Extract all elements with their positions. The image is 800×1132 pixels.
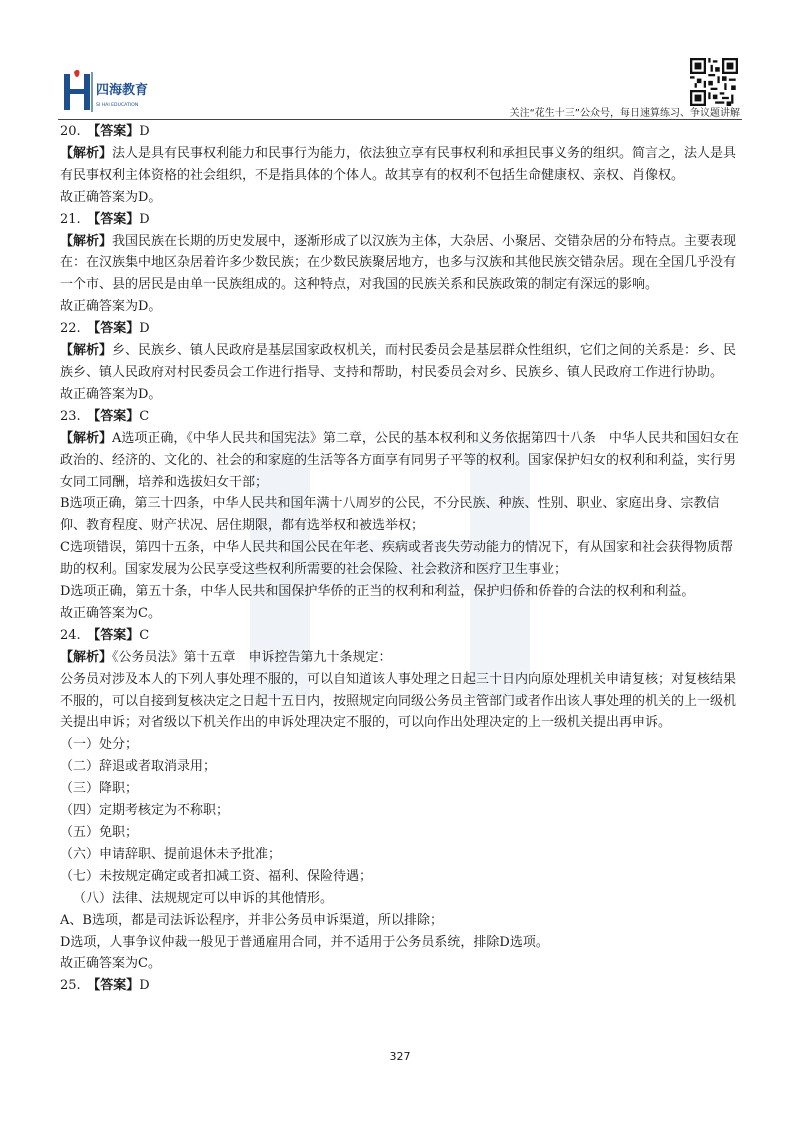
- answer-line: [60, 625, 742, 647]
- explanation-text: 我国民族在长期的历史发展中，逐渐形成了以汉族为主体，大杂居、小聚居、交错杂居的分布特点。主要表现在：在汉族集中地区杂居着许多少数民族；在少数民族聚居地方，也多与汉族和其他民族交错杂居。现在全国几乎没有一个市、县的居民是由单一民族组成的。这种特点，对我国的民族关系和民族政策的制定有深远的影响。: [60, 233, 737, 293]
- answer-line: [60, 318, 742, 340]
- answer-label: 【答案】: [93, 211, 140, 227]
- text-paragraph: （七）未按规定确定或者扣减工资、福利、保险待遇；: [60, 868, 373, 884]
- text-paragraph: （一）处分；: [60, 737, 139, 753]
- answer-label: 【答案】: [93, 408, 140, 424]
- answer-line: [60, 406, 742, 428]
- text-paragraph: C选项错误，第四十五条，中华人民共和国公民在年老、疾病或者丧失劳动能力的情况下，有从国家和社会获得物质帮助的权利。国家发展为公民享受这些权利所需要的社会保险、社会救济和医疗卫生事业；: [60, 540, 733, 578]
- text-paragraph: 故正确答案为C。: [60, 605, 161, 621]
- header-divider: [58, 119, 742, 120]
- answer-value: C: [139, 408, 150, 424]
- text-paragraph: 故正确答案为D。: [60, 386, 162, 402]
- explanation-text: 法人是具有民事权利能力和民事行为能力，依法独立享有民事权利和承担民事义务的组织。简言之，法人是具有民事权利主体资格的社会组织，不是指具体的个体人。故其享有的权利不包括生命健康权、亲权、肖像权。: [60, 145, 737, 183]
- text-paragraph: D选项正确，第五十条，中华人民共和国保护华侨的正当的权利和利益，保护归侨和侨眷的合法的权利和利益。: [60, 584, 695, 600]
- answer-value: D: [139, 211, 150, 227]
- explanation-paragraph: [60, 647, 742, 669]
- logo-cn-text: 四海教育: [96, 83, 149, 98]
- explanation-text: 乡、民族乡、镇人民政府是基层国家政权机关，而村民委员会是基层群众性组织，它们之间的关系是：乡、民族乡、镇人民政府对村民委员会工作进行指导、支持和帮助，村民委员会对乡、民族乡、镇人民政府工作进行协助。: [60, 343, 737, 380]
- answer-line: [60, 975, 742, 997]
- text-paragraph: B选项正确，第三十四条，中华人民共和国年满十八周岁的公民，不分民族、种族、性别、职业、家庭出身、宗教信仰、教育程度、财产状况、居住期限，都有选举权和被选举权；: [60, 496, 720, 534]
- answer-label: 【答案】: [93, 321, 140, 337]
- text-paragraph: （五）免职；: [60, 825, 139, 840]
- question-number: 22.: [60, 321, 81, 337]
- text-paragraph: （六）申请辞职、提前退休未予批准；: [60, 846, 282, 862]
- sihai-logo: [62, 68, 174, 116]
- text-paragraph: （三）降职；: [60, 781, 139, 797]
- document-body: [60, 121, 742, 997]
- text-paragraph: 公务员对涉及本人的下列人事处理不服的，可以自知道该人事处理之日起三十日内向原处理机关申请复核；对复核结果不服的，可以自接到复核决定之日起十五日内，按照规定向同级公务员主管部门或者作出该人事处理的机关的上一级机关提出申诉；对省级以下机关作出的申诉处理决定不服的，可以向作出处理决定的上一级机关提出再申诉。: [60, 671, 737, 731]
- text-paragraph: A、B选项，都是司法诉讼程序，并非公务员申诉渠道，所以排除；: [60, 912, 443, 928]
- text-paragraph: （四）定期考核定为不称职；: [60, 803, 230, 819]
- explanation-text: 《公务员法》第十五章 申诉控告第九十条规定：: [112, 649, 392, 665]
- text-paragraph: D选项，人事争议仲裁一般见于普通雇用合同，并不适用于公务员系统，排除D选项。: [60, 934, 549, 950]
- text-paragraph: 故正确答案为D。: [60, 299, 162, 315]
- answer-value: D: [139, 124, 150, 139]
- header-slogan: 关注“花生十三”公众号，每日速算练习、争议题讲解: [509, 108, 740, 119]
- answer-value: C: [139, 627, 150, 643]
- answer-label: 【答案】: [93, 124, 140, 139]
- page-number: 327: [389, 1050, 411, 1063]
- explanation-paragraph: [60, 231, 742, 297]
- text-paragraph: 故正确答案为D。: [60, 189, 162, 205]
- answer-value: D: [139, 978, 150, 994]
- question-number: 24.: [60, 627, 81, 643]
- explanation-paragraph: [60, 143, 742, 187]
- text-paragraph: （二）辞退或者取消录用；: [60, 759, 217, 775]
- question-number: 25.: [60, 978, 81, 994]
- explanation-label: 【解析】: [60, 649, 113, 665]
- logo-en-text: SI HAI EDUCATION: [96, 103, 139, 108]
- question-number: 20.: [60, 124, 81, 139]
- explanation-label: 【解析】: [60, 430, 113, 446]
- question-number: 23.: [60, 408, 81, 424]
- answer-line: [60, 121, 742, 143]
- explanation-label: 【解析】: [60, 233, 113, 249]
- answer-value: D: [139, 321, 150, 337]
- explanation-label: 【解析】: [60, 145, 113, 161]
- explanation-text: A选项正确，《中华人民共和国宪法》第二章，公民的基本权利和义务依据第四十八条 中华人民共和国妇女在政治的、经济的、文化的、社会的和家庭的生活等各方面享有同男子平等的权利。国家保护妇女的权利和利益，实行男女同工同酬，培养和选拔妇女干部；: [60, 430, 739, 490]
- question-number: 21.: [60, 211, 81, 227]
- answer-label: 【答案】: [93, 978, 140, 994]
- answer-label: 【答案】: [93, 627, 140, 643]
- explanation-paragraph: [60, 428, 742, 494]
- explanation-paragraph: [60, 340, 742, 384]
- text-paragraph: 故正确答案为C。: [60, 956, 161, 972]
- text-paragraph: （八）法律、法规规定可以申诉的其他情形。: [73, 890, 334, 906]
- answer-line: [60, 209, 742, 231]
- explanation-label: 【解析】: [60, 343, 113, 359]
- qr-code: [690, 58, 738, 106]
- page-header: [0, 0, 800, 122]
